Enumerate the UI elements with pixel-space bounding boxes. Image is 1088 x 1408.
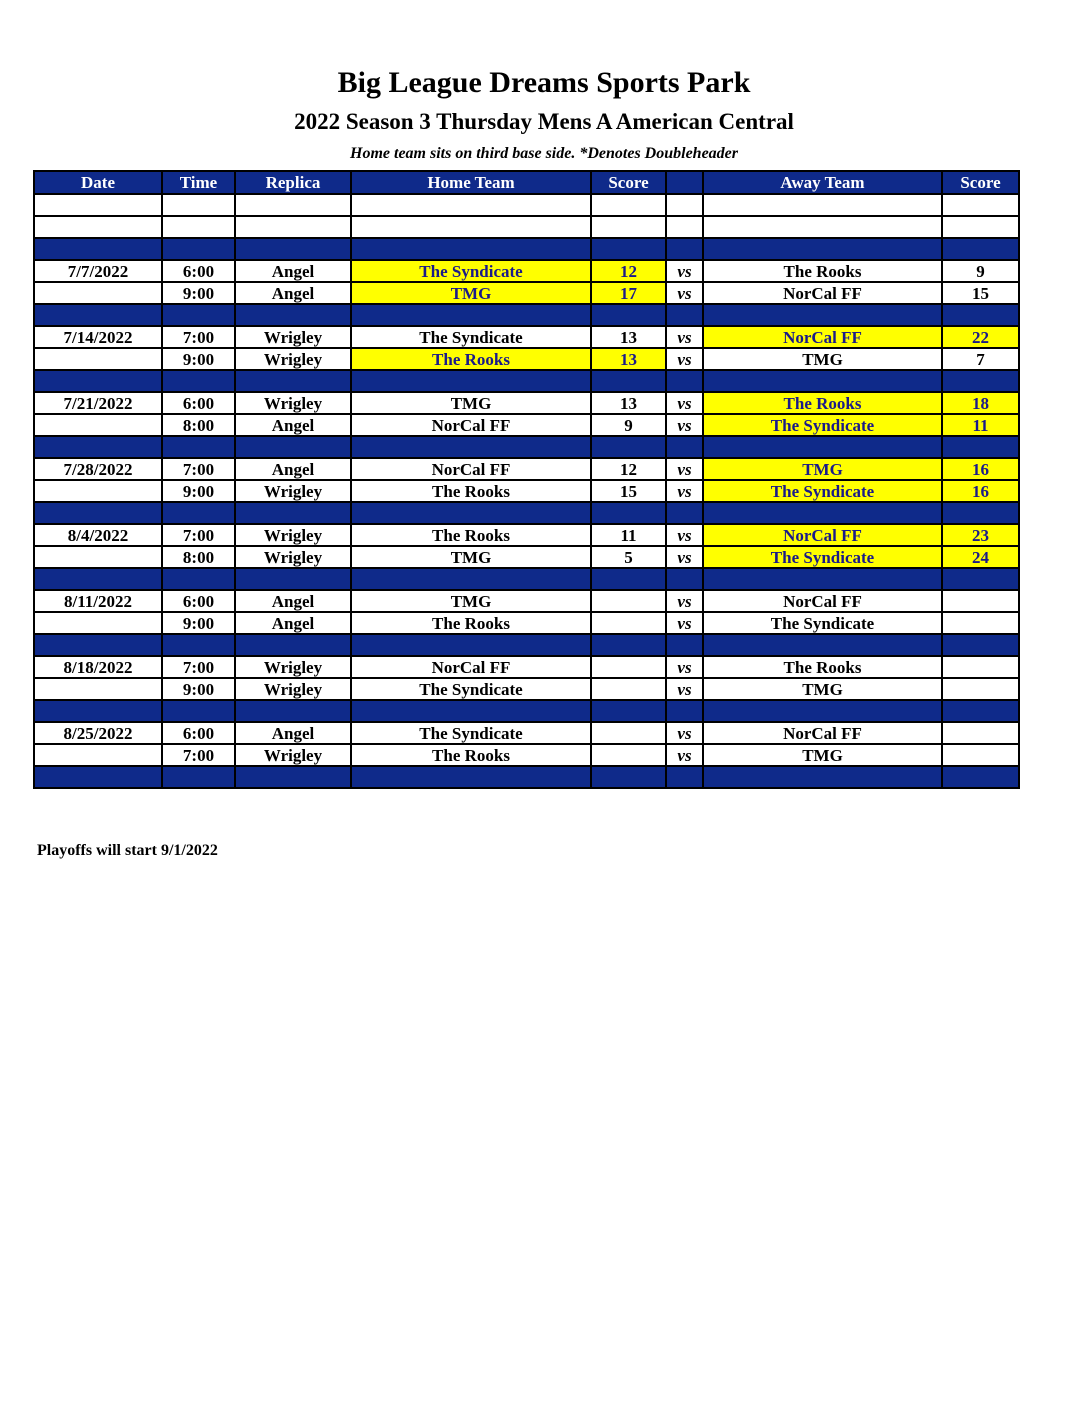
away-score-cell: 24: [942, 546, 1019, 568]
away-team-cell: NorCal FF: [703, 524, 942, 546]
separator-cell: [162, 370, 235, 392]
vs-cell: vs: [666, 678, 703, 700]
separator-cell: [34, 568, 162, 590]
home-score-cell: 17: [591, 282, 666, 304]
blank-cell: [666, 216, 703, 238]
away-score-cell: [942, 590, 1019, 612]
blank-cell: [703, 194, 942, 216]
away-score-cell: 18: [942, 392, 1019, 414]
separator-cell: [34, 634, 162, 656]
home-team-cell: The Rooks: [351, 524, 591, 546]
time-cell: 9:00: [162, 480, 235, 502]
separator-cell: [351, 634, 591, 656]
date-cell: 8/11/2022: [34, 590, 162, 612]
replica-cell: Angel: [235, 458, 351, 480]
vs-cell: vs: [666, 282, 703, 304]
home-score-cell: [591, 722, 666, 744]
date-cell: 8/25/2022: [34, 722, 162, 744]
replica-cell: Angel: [235, 722, 351, 744]
separator-cell: [351, 766, 591, 788]
home-score-cell: [591, 656, 666, 678]
date-cell: [34, 678, 162, 700]
separator-row: [34, 304, 1019, 326]
date-cell: 7/7/2022: [34, 260, 162, 282]
separator-cell: [666, 634, 703, 656]
time-cell: 6:00: [162, 260, 235, 282]
separator-cell: [703, 238, 942, 260]
game-row: [34, 524, 1019, 546]
replica-cell: Angel: [235, 414, 351, 436]
separator-row: [34, 766, 1019, 788]
home-team-cell: NorCal FF: [351, 656, 591, 678]
col-header-home-score: Score: [591, 171, 666, 194]
home-score-cell: [591, 744, 666, 766]
separator-row: [34, 238, 1019, 260]
away-team-cell: NorCal FF: [703, 282, 942, 304]
separator-cell: [34, 304, 162, 326]
vs-cell: vs: [666, 612, 703, 634]
date-cell: [34, 480, 162, 502]
separator-cell: [351, 238, 591, 260]
separator-cell: [942, 766, 1019, 788]
away-team-cell: The Syndicate: [703, 546, 942, 568]
game-row: [34, 656, 1019, 678]
home-team-cell: The Rooks: [351, 744, 591, 766]
home-team-cell: The Syndicate: [351, 722, 591, 744]
separator-cell: [703, 304, 942, 326]
away-team-cell: The Rooks: [703, 260, 942, 282]
away-score-cell: 23: [942, 524, 1019, 546]
separator-cell: [162, 766, 235, 788]
separator-row: [34, 502, 1019, 524]
away-score-cell: [942, 612, 1019, 634]
header-row: [34, 171, 1019, 194]
separator-cell: [703, 634, 942, 656]
blank-cell: [235, 194, 351, 216]
blank-row: [34, 216, 1019, 238]
separator-cell: [351, 370, 591, 392]
separator-cell: [666, 304, 703, 326]
blank-cell: [351, 216, 591, 238]
time-cell: 9:00: [162, 282, 235, 304]
date-cell: 8/4/2022: [34, 524, 162, 546]
col-header-date: Date: [34, 171, 162, 194]
replica-cell: Angel: [235, 282, 351, 304]
separator-cell: [591, 304, 666, 326]
date-cell: [34, 282, 162, 304]
col-header-away-team: Away Team: [703, 171, 942, 194]
page-subtitle: 2022 Season 3 Thursday Mens A American Central: [294, 109, 794, 134]
col-header-home-team: Home Team: [351, 171, 591, 194]
separator-row: [34, 370, 1019, 392]
separator-cell: [703, 436, 942, 458]
separator-cell: [591, 370, 666, 392]
home-team-cell: TMG: [351, 392, 591, 414]
home-team-cell: TMG: [351, 590, 591, 612]
col-header-replica: Replica: [235, 171, 351, 194]
game-row: [34, 282, 1019, 304]
home-team-cell: TMG: [351, 546, 591, 568]
separator-cell: [703, 568, 942, 590]
home-score-cell: 13: [591, 392, 666, 414]
vs-cell: vs: [666, 744, 703, 766]
separator-cell: [162, 634, 235, 656]
game-row: [34, 458, 1019, 480]
separator-cell: [235, 766, 351, 788]
home-score-cell: [591, 612, 666, 634]
replica-cell: Angel: [235, 260, 351, 282]
schedule-table: [33, 170, 1020, 789]
game-row: [34, 744, 1019, 766]
separator-cell: [591, 436, 666, 458]
away-team-cell: The Rooks: [703, 656, 942, 678]
separator-cell: [34, 436, 162, 458]
game-row: [34, 678, 1019, 700]
game-row: [34, 414, 1019, 436]
separator-cell: [591, 568, 666, 590]
vs-cell: vs: [666, 414, 703, 436]
replica-cell: Wrigley: [235, 326, 351, 348]
separator-cell: [942, 568, 1019, 590]
away-score-cell: [942, 722, 1019, 744]
replica-cell: Wrigley: [235, 348, 351, 370]
separator-cell: [666, 766, 703, 788]
separator-cell: [666, 238, 703, 260]
home-score-cell: 15: [591, 480, 666, 502]
home-team-cell: The Rooks: [351, 480, 591, 502]
replica-cell: Angel: [235, 612, 351, 634]
home-team-cell: NorCal FF: [351, 458, 591, 480]
date-cell: [34, 744, 162, 766]
vs-cell: vs: [666, 392, 703, 414]
separator-cell: [666, 436, 703, 458]
separator-row: [34, 436, 1019, 458]
home-team-cell: The Syndicate: [351, 260, 591, 282]
blank-cell: [235, 216, 351, 238]
home-team-cell: The Rooks: [351, 348, 591, 370]
vs-cell: vs: [666, 524, 703, 546]
home-score-cell: 13: [591, 348, 666, 370]
time-cell: 7:00: [162, 744, 235, 766]
time-cell: 6:00: [162, 392, 235, 414]
replica-cell: Wrigley: [235, 480, 351, 502]
vs-cell: vs: [666, 348, 703, 370]
replica-cell: Wrigley: [235, 546, 351, 568]
home-score-cell: [591, 590, 666, 612]
blank-cell: [591, 216, 666, 238]
away-score-cell: [942, 678, 1019, 700]
separator-cell: [162, 568, 235, 590]
separator-cell: [235, 436, 351, 458]
date-cell: 7/21/2022: [34, 392, 162, 414]
separator-cell: [942, 370, 1019, 392]
vs-cell: vs: [666, 480, 703, 502]
page-title: Big League Dreams Sports Park: [337, 66, 751, 99]
blank-cell: [666, 194, 703, 216]
home-score-cell: 11: [591, 524, 666, 546]
separator-cell: [591, 634, 666, 656]
schedule-body: [34, 194, 1019, 788]
separator-cell: [703, 370, 942, 392]
replica-cell: Wrigley: [235, 524, 351, 546]
home-score-cell: 12: [591, 458, 666, 480]
home-team-cell: The Syndicate: [351, 678, 591, 700]
away-score-cell: 11: [942, 414, 1019, 436]
away-team-cell: The Syndicate: [703, 612, 942, 634]
separator-cell: [351, 436, 591, 458]
separator-cell: [34, 766, 162, 788]
away-score-cell: [942, 744, 1019, 766]
game-row: [34, 722, 1019, 744]
blank-cell: [942, 194, 1019, 216]
date-cell: [34, 348, 162, 370]
away-team-cell: The Syndicate: [703, 480, 942, 502]
vs-cell: vs: [666, 546, 703, 568]
separator-cell: [703, 700, 942, 722]
separator-cell: [666, 700, 703, 722]
home-score-cell: [591, 678, 666, 700]
separator-cell: [235, 304, 351, 326]
time-cell: 9:00: [162, 348, 235, 370]
game-row: [34, 480, 1019, 502]
vs-cell: vs: [666, 260, 703, 282]
separator-cell: [351, 700, 591, 722]
separator-row: [34, 634, 1019, 656]
blank-cell: [942, 216, 1019, 238]
separator-cell: [666, 568, 703, 590]
separator-cell: [942, 436, 1019, 458]
replica-cell: Wrigley: [235, 656, 351, 678]
col-header-vs: [666, 171, 703, 194]
date-cell: [34, 546, 162, 568]
date-cell: [34, 414, 162, 436]
away-team-cell: TMG: [703, 678, 942, 700]
game-row: [34, 612, 1019, 634]
date-cell: [34, 612, 162, 634]
away-team-cell: The Rooks: [703, 392, 942, 414]
time-cell: 8:00: [162, 414, 235, 436]
game-row: [34, 260, 1019, 282]
game-row: [34, 326, 1019, 348]
separator-cell: [591, 766, 666, 788]
date-cell: 8/18/2022: [34, 656, 162, 678]
separator-cell: [942, 700, 1019, 722]
blank-cell: [162, 194, 235, 216]
separator-cell: [666, 370, 703, 392]
separator-cell: [235, 370, 351, 392]
time-cell: 7:00: [162, 458, 235, 480]
home-score-cell: 12: [591, 260, 666, 282]
vs-cell: vs: [666, 326, 703, 348]
time-cell: 9:00: [162, 678, 235, 700]
away-team-cell: TMG: [703, 744, 942, 766]
away-team-cell: NorCal FF: [703, 722, 942, 744]
separator-cell: [703, 502, 942, 524]
date-cell: 7/14/2022: [34, 326, 162, 348]
separator-cell: [235, 634, 351, 656]
blank-cell: [34, 194, 162, 216]
vs-cell: vs: [666, 590, 703, 612]
separator-cell: [162, 436, 235, 458]
date-cell: 7/28/2022: [34, 458, 162, 480]
game-row: [34, 392, 1019, 414]
game-row: [34, 546, 1019, 568]
time-cell: 6:00: [162, 590, 235, 612]
game-row: [34, 348, 1019, 370]
away-score-cell: 15: [942, 282, 1019, 304]
blank-cell: [162, 216, 235, 238]
col-header-time: Time: [162, 171, 235, 194]
home-score-cell: 9: [591, 414, 666, 436]
separator-cell: [162, 238, 235, 260]
separator-cell: [942, 634, 1019, 656]
time-cell: 9:00: [162, 612, 235, 634]
schedule-note: Home team sits on third base side. *Denotes Doubleheader: [350, 145, 738, 162]
separator-cell: [942, 502, 1019, 524]
blank-row: [34, 194, 1019, 216]
time-cell: 7:00: [162, 524, 235, 546]
separator-cell: [942, 304, 1019, 326]
separator-cell: [162, 304, 235, 326]
vs-cell: vs: [666, 458, 703, 480]
home-team-cell: The Syndicate: [351, 326, 591, 348]
away-team-cell: NorCal FF: [703, 590, 942, 612]
separator-cell: [591, 700, 666, 722]
replica-cell: Angel: [235, 590, 351, 612]
separator-cell: [666, 502, 703, 524]
replica-cell: Wrigley: [235, 392, 351, 414]
game-row: [34, 590, 1019, 612]
col-header-away-score: Score: [942, 171, 1019, 194]
replica-cell: Wrigley: [235, 678, 351, 700]
away-team-cell: The Syndicate: [703, 414, 942, 436]
separator-cell: [34, 502, 162, 524]
vs-cell: vs: [666, 722, 703, 744]
separator-cell: [235, 700, 351, 722]
time-cell: 8:00: [162, 546, 235, 568]
separator-cell: [235, 568, 351, 590]
separator-cell: [351, 502, 591, 524]
separator-row: [34, 700, 1019, 722]
separator-row: [34, 568, 1019, 590]
replica-cell: Wrigley: [235, 744, 351, 766]
separator-cell: [34, 700, 162, 722]
separator-cell: [235, 502, 351, 524]
separator-cell: [591, 238, 666, 260]
vs-cell: vs: [666, 656, 703, 678]
separator-cell: [162, 700, 235, 722]
separator-cell: [351, 568, 591, 590]
blank-cell: [34, 216, 162, 238]
time-cell: 6:00: [162, 722, 235, 744]
home-score-cell: 13: [591, 326, 666, 348]
away-team-cell: TMG: [703, 458, 942, 480]
home-team-cell: The Rooks: [351, 612, 591, 634]
home-team-cell: TMG: [351, 282, 591, 304]
blank-cell: [591, 194, 666, 216]
time-cell: 7:00: [162, 326, 235, 348]
separator-cell: [351, 304, 591, 326]
playoffs-note: Playoffs will start 9/1/2022: [37, 842, 218, 859]
away-team-cell: NorCal FF: [703, 326, 942, 348]
separator-cell: [591, 502, 666, 524]
away-score-cell: 7: [942, 348, 1019, 370]
home-score-cell: 5: [591, 546, 666, 568]
away-team-cell: TMG: [703, 348, 942, 370]
separator-cell: [942, 238, 1019, 260]
separator-cell: [34, 238, 162, 260]
separator-cell: [34, 370, 162, 392]
blank-cell: [703, 216, 942, 238]
away-score-cell: 16: [942, 458, 1019, 480]
away-score-cell: 9: [942, 260, 1019, 282]
away-score-cell: 22: [942, 326, 1019, 348]
home-team-cell: NorCal FF: [351, 414, 591, 436]
time-cell: 7:00: [162, 656, 235, 678]
separator-cell: [162, 502, 235, 524]
away-score-cell: 16: [942, 480, 1019, 502]
separator-cell: [703, 766, 942, 788]
separator-cell: [235, 238, 351, 260]
blank-cell: [351, 194, 591, 216]
away-score-cell: [942, 656, 1019, 678]
